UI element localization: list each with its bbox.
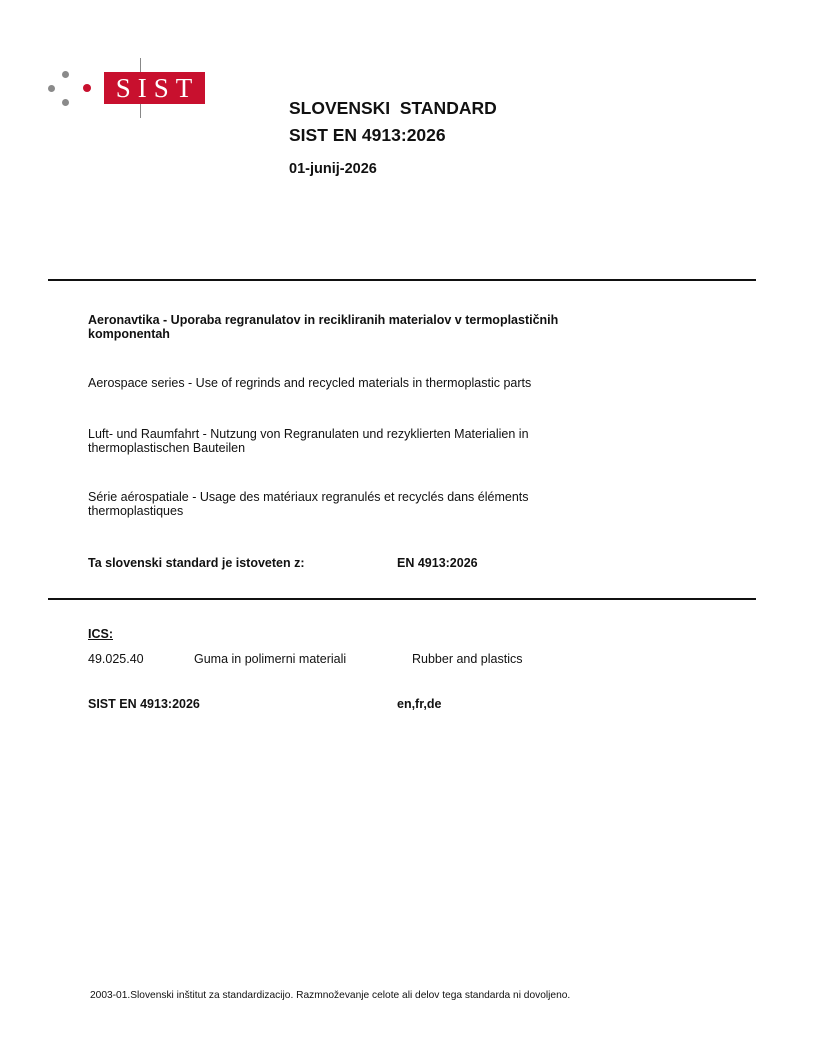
identity-value: EN 4913:2026	[397, 556, 478, 570]
publication-date: 01-junij-2026	[289, 161, 377, 177]
title-german-line1: Luft- und Raumfahrt - Nutzung von Regranulaten und rezyklierten Materialien in	[88, 427, 529, 441]
title-slovenian-line1: Aeronavtika - Uporaba regranulatov in recikliranih materialov v termoplastičnih	[88, 313, 559, 327]
document-number: SIST EN 4913:2026	[88, 697, 200, 711]
standard-type: SLOVENSKI STANDARD	[289, 98, 497, 118]
title-german-line2: thermoplastischen Bauteilen	[88, 441, 246, 455]
logo-dot-icon	[83, 84, 91, 92]
ics-label: ICS:	[88, 627, 113, 641]
ics-description-en: Rubber and plastics	[412, 652, 523, 666]
ics-description-sl: Guma in polimerni materiali	[194, 652, 347, 666]
logo-wordmark: SIST	[104, 72, 205, 104]
title-slovenian-line2: komponentah	[88, 327, 170, 341]
title-french-line1: Série aérospatiale - Usage des matériaux regranulés et recyclés dans éléments	[88, 490, 529, 504]
title-french-line2: thermoplastiques	[88, 504, 184, 518]
title-german	[88, 427, 529, 455]
title-french	[88, 490, 529, 518]
top-divider	[48, 279, 756, 281]
sist-logo	[46, 58, 216, 120]
identity-label: Ta slovenski standard je istoveten z:	[88, 556, 305, 570]
bottom-divider	[48, 598, 756, 600]
standard-heading	[289, 95, 497, 149]
copyright-footer: 2003-01.Slovenski inštitut za standardizacijo. Razmnoževanje celote ali delov tega standarda ni dovoljeno.	[90, 990, 571, 1001]
title-slovenian	[88, 313, 558, 341]
logo-dot-icon	[62, 71, 69, 78]
logo-dot-icon	[62, 99, 69, 106]
title-english: Aerospace series - Use of regrinds and recycled materials in thermoplastic parts	[88, 376, 532, 390]
logo-dot-icon	[48, 85, 55, 92]
ics-code: 49.025.40	[88, 652, 144, 666]
standard-number: SIST EN 4913:2026	[289, 125, 446, 145]
document-languages: en,fr,de	[397, 697, 442, 711]
